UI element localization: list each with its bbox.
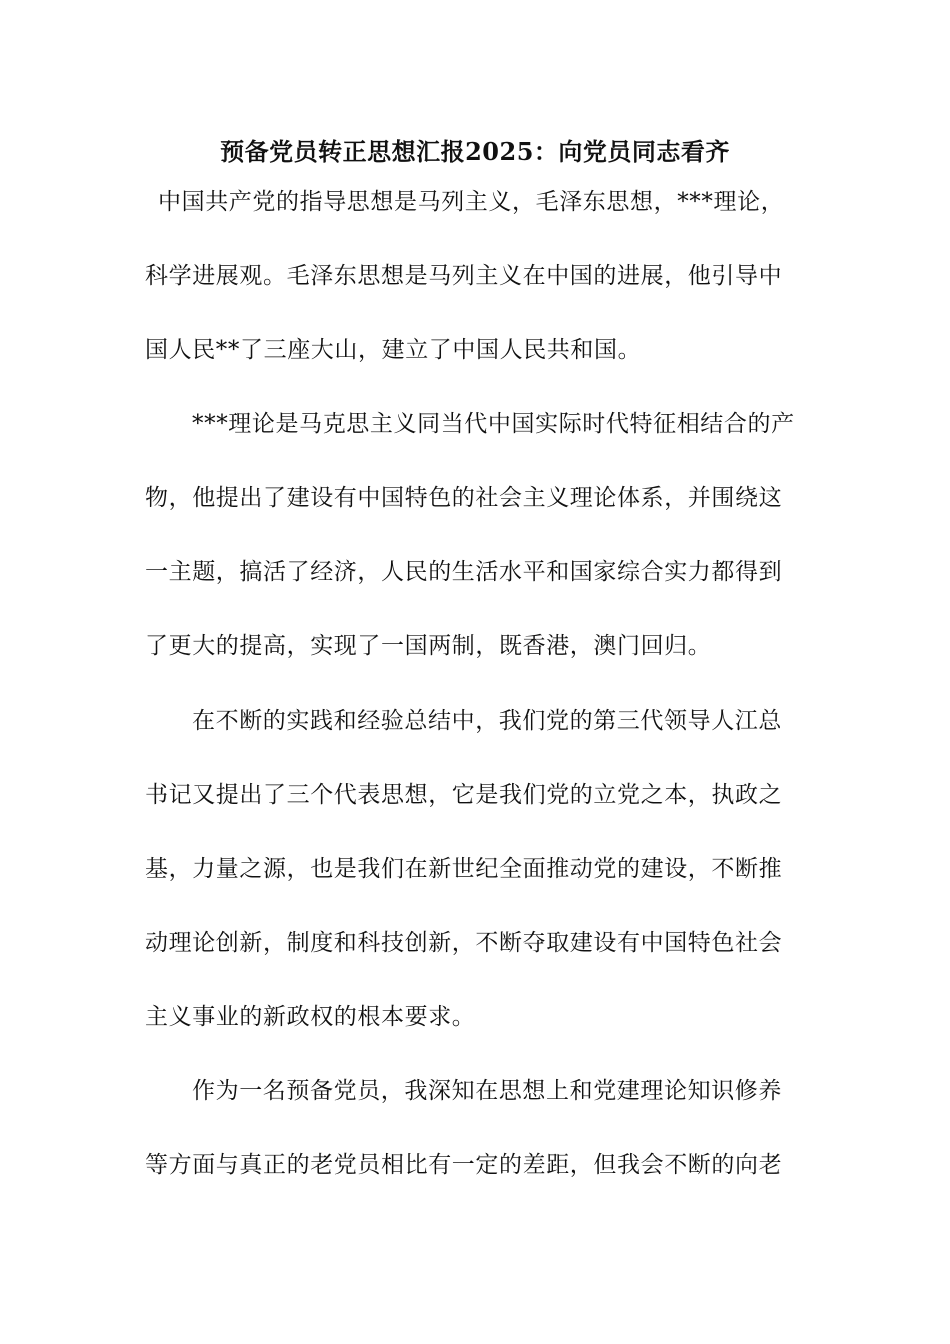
paragraph-line: ***理论是马克思主义同当代中国实际时代特征相结合的产 — [192, 411, 795, 437]
paragraph-line: 等方面与真正的老党员相比有一定的差距，但我会不断的向老 — [145, 1152, 783, 1178]
paragraph-line: 了更大的提高，实现了一国两制，既香港，澳门回归。 — [145, 633, 712, 659]
paragraph-line: 科学进展观。毛泽东思想是马列主义在中国的进展，他引导中 — [145, 263, 783, 289]
paragraph-line: 中国共产党的指导思想是马列主义，毛泽东思想，***理论， — [158, 189, 785, 215]
paragraph-line: 物，他提出了建设有中国特色的社会主义理论体系，并围绕这 — [145, 485, 783, 511]
paragraph-line: 主义事业的新政权的根本要求。 — [145, 1004, 476, 1030]
document-title: 预备党员转正思想汇报2025：向党员同志看齐 — [220, 137, 730, 166]
paragraph-line: 书记又提出了三个代表思想，它是我们党的立党之本，执政之 — [145, 782, 783, 808]
paragraph-line: 在不断的实践和经验总结中，我们党的第三代领导人江总 — [192, 708, 782, 734]
paragraph-line: 一主题，搞活了经济，人民的生活水平和国家综合实力都得到 — [145, 559, 783, 585]
paragraph-line: 基，力量之源，也是我们在新世纪全面推动党的建设，不断推 — [145, 856, 783, 882]
paragraph-line: 动理论创新，制度和科技创新，不断夺取建设有中国特色社会 — [145, 930, 783, 956]
paragraph-line: 作为一名预备党员，我深知在思想上和党建理论知识修养 — [192, 1078, 782, 1104]
paragraph-line: 国人民**了三座大山，建立了中国人民共和国。 — [145, 337, 642, 363]
